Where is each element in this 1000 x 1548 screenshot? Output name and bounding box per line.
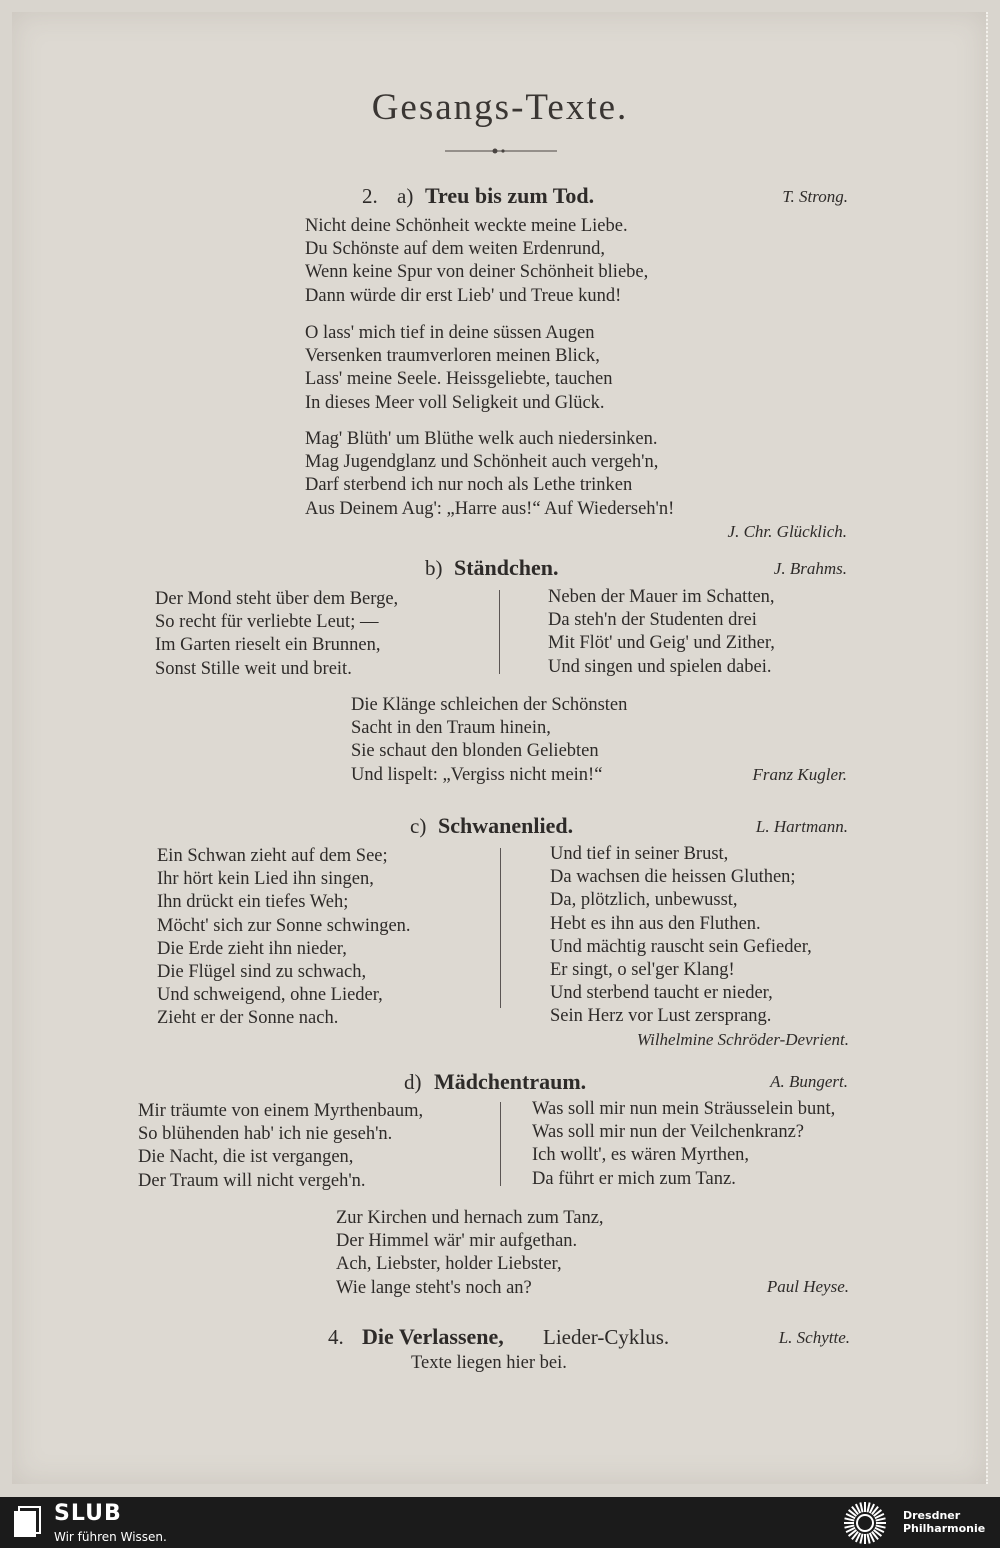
verse-line: Nicht deine Schönheit weckte meine Liebe. [305,216,628,236]
verse-line: Zur Kirchen und hernach zum Tanz, [336,1208,604,1228]
song-b-right-column [548,586,775,679]
verse-line: So recht für verliebte Leut; — [155,612,379,633]
verse-line: Sonst Stille weit und breit. [155,658,352,679]
verse-line: In dieses Meer voll Seligkeit und Glück. [305,392,605,413]
song-e-composer: L. Schytte. [778,1328,850,1347]
philharmonie-label [903,1509,985,1535]
song-d-composer: A. Bungert. [770,1072,848,1091]
verse-line: Was soll mir nun mein Sträusselein bunt, [532,1099,836,1119]
verse-line: Und schweigend, ohne Lieder, [157,985,383,1006]
verse-line: Lass' meine Seele. Heissgeliebte, tauchen [305,369,613,390]
verse-line: Die Nacht, die ist vergangen, [138,1147,354,1168]
note-line: Texte liegen hier bei. [411,1353,567,1373]
verse-line: Sein Herz vor Lust zersprang. [550,1006,772,1027]
verse-line: Und singen und spielen dabei. [548,656,772,677]
verse-line: Da führt er mich zum Tanz. [532,1168,736,1189]
verse-line: Ihr hört kein Lied ihn singen, [157,869,374,890]
column-divider [500,1102,501,1186]
book-icon [12,1505,42,1539]
song-a-letter: a) [397,184,414,208]
verse-line: Ich wollt', es wären Myrthen, [532,1145,750,1166]
song-d-right-column [532,1098,835,1191]
song-e-note [411,1352,567,1375]
verse-line: Ach, Liebster, holder Liebster, [336,1254,562,1275]
verse-line: Wie lange steht's noch an? [336,1277,532,1298]
verse-line: Was soll mir nun der Veilchenkranz? [532,1122,804,1143]
verse-line: Dann würde dir erst Lieb' und Treue kund! [305,285,622,306]
column-divider [500,848,501,1008]
verse-line: Und tief in seiner Brust, [550,844,729,864]
verse-line: Neben der Mauer im Schatten, [548,587,775,607]
column-divider [499,590,500,674]
song-c-composer: L. Hartmann. [755,817,848,836]
verse-line: Zieht er der Sonne nach. [157,1008,339,1029]
song-c-right-column [550,843,812,1029]
verse-line: Wenn keine Spur von deiner Schönheit bliebe, [305,262,649,283]
song-b-title: Ständchen. [454,555,559,580]
philharmonie-line-1: Dresdner [903,1509,961,1522]
slub-subtitle: Wir führen Wissen. [54,1530,167,1544]
verse-line: Da wachsen die heissen Gluthen; [550,867,796,888]
verse-line: Der Himmel wär' mir aufgethan. [336,1231,578,1252]
song-a-title: Treu bis zum Tod. [425,183,595,208]
verse-line: Der Mond steht über dem Berge, [155,589,399,609]
verse-line: Aus Deinem Aug': „Harre aus!“ Auf Wiederseh'n! [305,498,675,519]
verse-line: Sie schaut den blonden Geliebten [351,741,599,762]
song-b-author: Franz Kugler. [752,765,847,784]
song-b-left-column [155,588,398,681]
verse-line: Da, plötzlich, unbewusst, [550,890,738,911]
song-a-number: 2. [362,184,378,208]
song-b-composer: J. Brahms. [773,559,847,578]
verse-line: So blühenden hab' ich nie geseh'n. [138,1124,393,1145]
song-a-stanza-3 [305,428,674,521]
song-a-stanza-2 [305,322,612,415]
verse-line: Und mächtig rauscht sein Gefieder, [550,936,812,957]
verse-line: Ein Schwan zieht auf dem See; [157,846,388,866]
verse-line: Mit Flöt' und Geig' und Zither, [548,633,775,654]
slub-title: SLUB [54,1501,122,1526]
title-ornament [445,146,557,156]
song-c-title: Schwanenlied. [438,813,574,838]
verse-line: O lass' mich tief in deine süssen Augen [305,323,595,343]
verse-line: Die Flügel sind zu schwach, [157,962,367,983]
footer-bar [0,1497,1000,1548]
verse-line: Die Erde zieht ihn nieder, [157,938,347,959]
verse-line: Hebt es ihn aus den Fluthen. [550,913,761,934]
song-d-left-column [138,1100,423,1193]
sunburst-icon [840,1499,890,1546]
verse-line: Und sterbend taucht er nieder, [550,983,773,1004]
verse-line: Mag Jugendglanz und Schönheit auch vergeh'n, [305,452,659,473]
song-a-composer: T. Strong. [782,187,848,206]
song-d-title: Mädchentraum. [434,1069,587,1094]
song-a-author: J. Chr. Glücklich. [727,522,847,541]
song-a-stanza-1 [305,215,648,308]
song-b-letter: b) [425,556,443,580]
verse-line: Ihn drückt ein tiefes Weh; [157,892,349,913]
philharmonie-line-2: Philharmonie [903,1522,986,1535]
song-c-letter: c) [410,814,427,838]
verse-line: Im Garten rieselt ein Brunnen, [155,635,381,656]
verse-line: Versenken traumverloren meinen Blick, [305,346,600,367]
song-e-number: 4. [328,1325,344,1349]
verse-line: Und lispelt: „Vergiss nicht mein!“ [351,764,603,785]
verse-line: Du Schönste auf dem weiten Erdenrund, [305,239,606,260]
song-d-author: Paul Heyse. [766,1277,849,1296]
verse-line: Mir träumte von einem Myrthenbaum, [138,1101,424,1121]
verse-line: Mag' Blüth' um Blüthe welk auch niedersinken. [305,429,658,449]
verse-line: Der Traum will nicht vergeh'n. [138,1170,366,1191]
verse-line: Er singt, o sel'ger Klang! [550,960,735,981]
song-c-left-column [157,845,411,1031]
song-b-center-stanza [351,694,627,787]
song-d-letter: d) [404,1070,422,1094]
verse-line: Da steh'n der Studenten drei [548,610,757,631]
verse-line: Sacht in den Traum hinein, [351,718,551,739]
song-c-author: Wilhelmine Schröder-Devrient. [636,1030,849,1049]
song-e-subtitle: Lieder-Cyklus. [543,1325,670,1349]
verse-line: Möcht' sich zur Sonne schwingen. [157,915,411,936]
verse-line: Die Klänge schleichen der Schönsten [351,695,628,715]
page-title: Gesangs-Texte. [371,87,629,128]
verse-line: Darf sterbend ich nur noch als Lethe trinken [305,475,633,496]
song-e-title: Die Verlassene, [362,1324,504,1349]
song-d-center-stanza [336,1207,604,1300]
